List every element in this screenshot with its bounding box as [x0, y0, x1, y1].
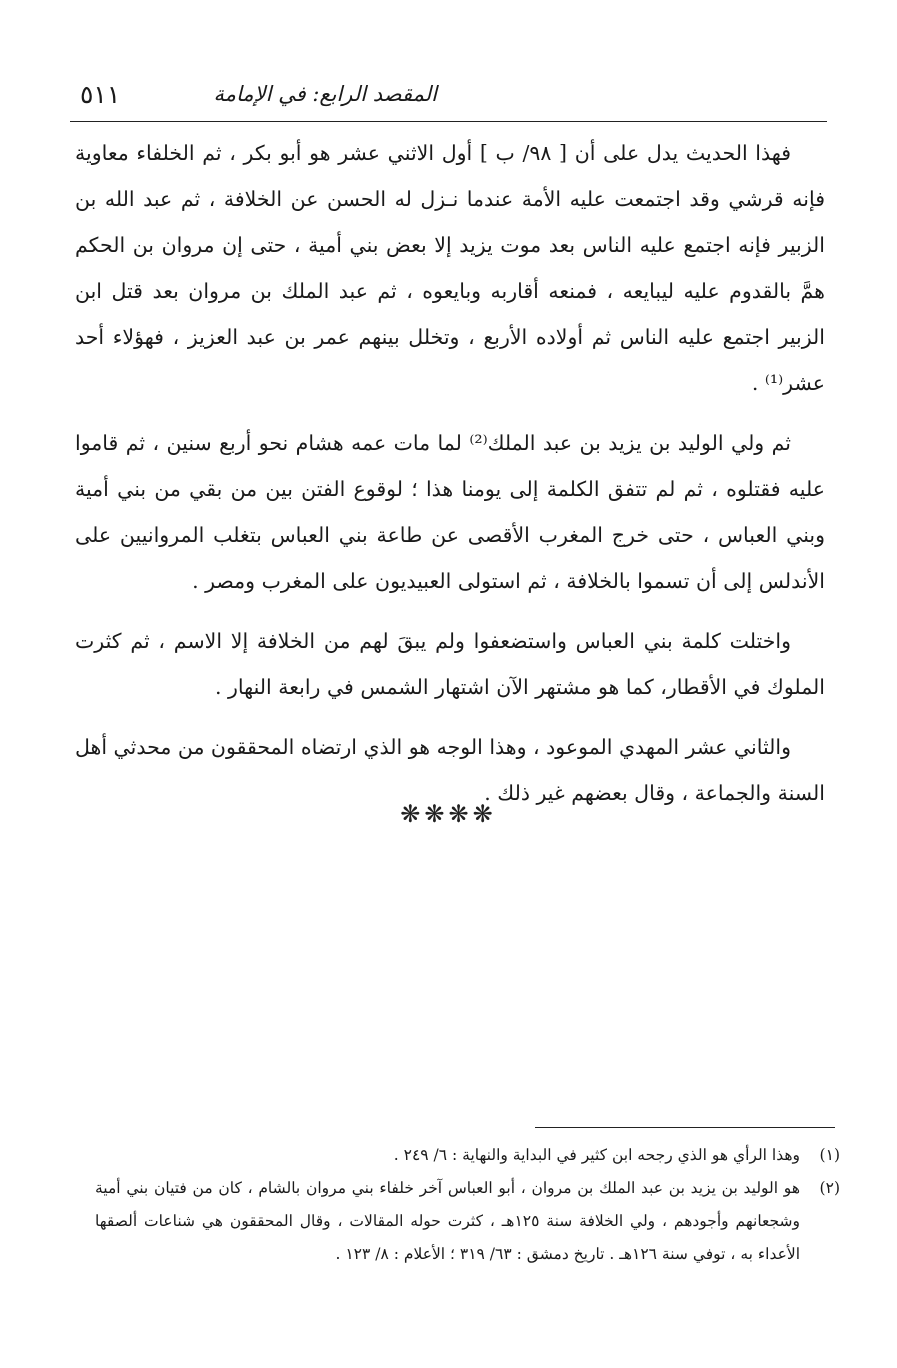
- running-head: المقصد الرابع: في الإمامة: [213, 82, 437, 106]
- footnote-text: وهذا الرأي هو الذي رجحه ابن كثير في البداية والنهاية : ٦/ ٢٤٩ .: [393, 1146, 800, 1164]
- paragraph: واختلت كلمة بني العباس واستضعفوا ولم يبقَ لهم من الخلافة إلا الاسم ، ثم كثرت الملوك في الأقطار، كما هو مشتهر الآن اشتهار الشمس في رابعة النهار .: [75, 629, 825, 699]
- footnote: [95, 1139, 840, 1172]
- header-rule: [70, 121, 827, 122]
- footnote: [95, 1172, 840, 1271]
- page-number: ٥١١: [80, 80, 121, 109]
- page-header: [70, 70, 827, 118]
- paragraph: والثاني عشر المهدي الموعود ، وهذا الوجه هو الذي ارتضاه المحققون من محدثي أهل السنة والجماعة ، وقال بعضهم غير ذلك .: [75, 735, 825, 805]
- paragraph: ثم ولي الوليد بن يزيد بن عبد الملك⁽²⁾ لما مات عمه هشام نحو أربع سنين ، ثم قاموا عليه فقتلوه ، ثم لم تتفق الكلمة إلى يومنا هذا ؛ لوقوع الفتن بين من بقي من بني أمية وبني العباس ، حتى خرج المغرب الأقصى عن طاعة بني العباس بتغلب المروانيين على الأندلس إلى أن تسموا بالخلافة ، ثم استولى العبيديون على المغرب ومصر .: [75, 431, 825, 593]
- footnote-rule: [535, 1127, 835, 1128]
- footnote-text: هو الوليد بن يزيد بن عبد الملك بن مروان ، أبو العباس آخر خلفاء بني مروان بالشام ، كان من فتيان بني أمية وشجعانهم وأجودهم ، ولي الخلافة سنة ١٢٥هـ ، كثرت حوله المقالات ، وقال المحققون هي شناعات ألصقها الأعداء به ، توفي سنة ١٢٦هـ . تاريخ دمشق : ٦٣/ ٣١٩ ؛ الأعلام : ٨/ ١٢٣ .: [95, 1179, 800, 1263]
- section-ornament: ❋❋❋❋: [400, 800, 497, 828]
- main-text: [75, 130, 825, 830]
- footnotes: [95, 1139, 840, 1271]
- footnote-marker: (٢): [819, 1179, 840, 1197]
- paragraph: فهذا الحديث يدل على أن [ ٩٨/ ب ] أول الاثني عشر هو أبو بكر ، ثم الخلفاء معاوية فإنه قرشي وقد اجتمعت عليه الأمة عندما نـزل له الحسن عن الخلافة ، ثم عبد الله بن الزبير فإنه اجتمع عليه الناس بعد موت يزيد إلا بعض بني أمية ، حتى إن مروان بن الحكم همَّ بالقدوم عليه ليبايعه ، فمنعه أقاربه وبايعوه ، ثم عبد الملك بن مروان بعد قتل ابن الزبير اجتمع عليه الناس ثم أولاده الأربع ، وتخلل بينهم عمر بن عبد العزيز ، فهؤلاء أحد عشر⁽¹⁾ .: [75, 141, 825, 395]
- footnote-marker: (١): [819, 1146, 840, 1164]
